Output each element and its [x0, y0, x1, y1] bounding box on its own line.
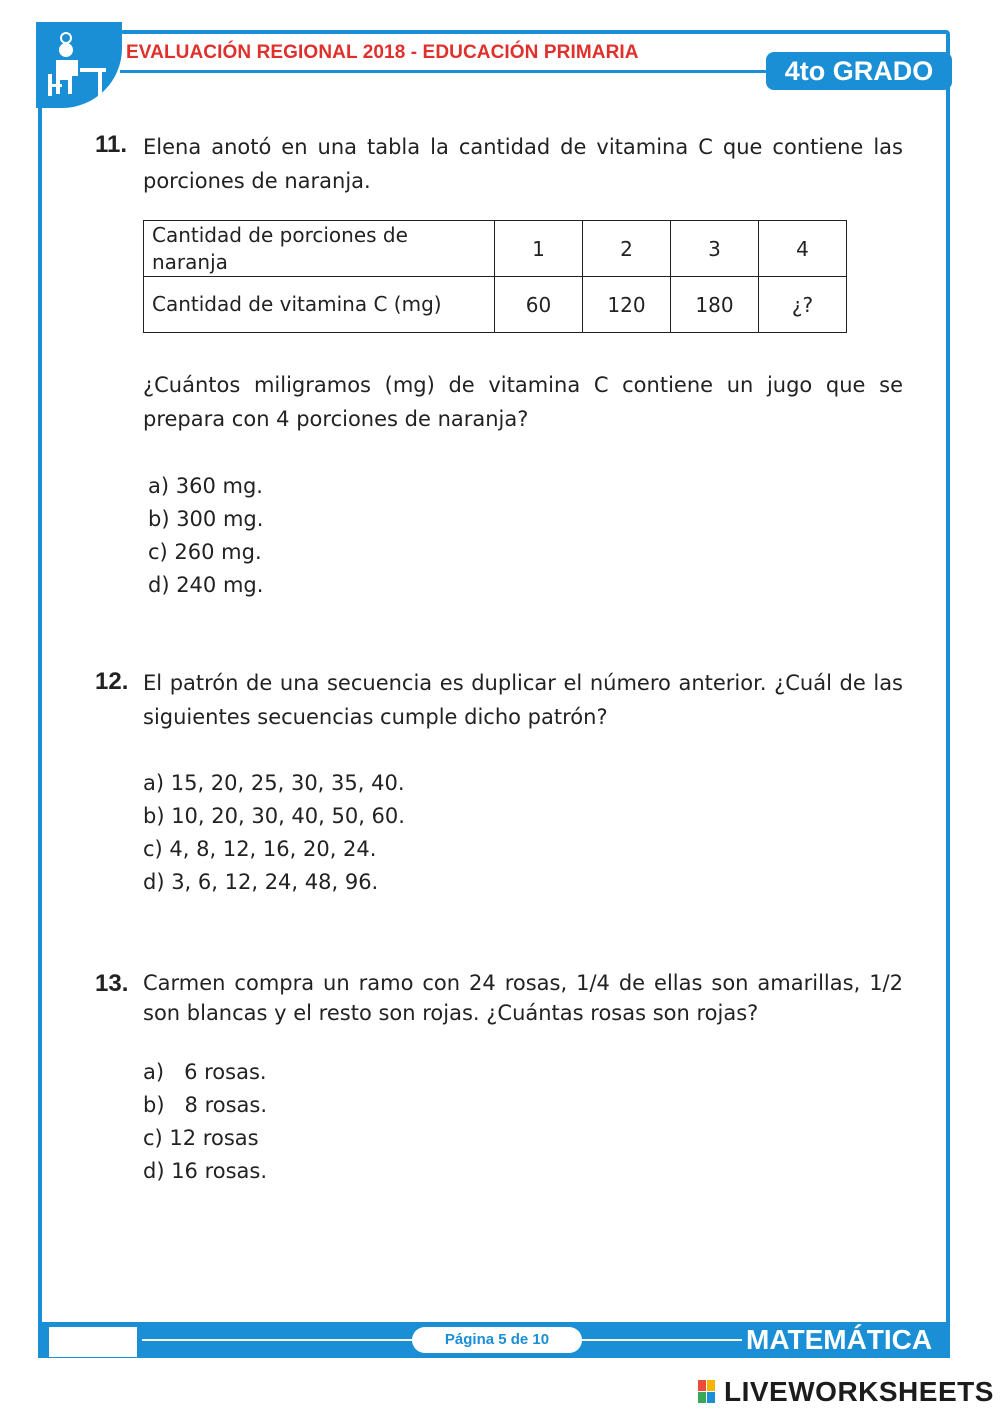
option-c[interactable]: c) 260 mg.: [148, 540, 262, 564]
question-13-text: Carmen compra un ramo con 24 rosas, 1/4 de ellas son amarillas, 1/2 son blancas y el resto son rojas. ¿Cuántas rosas son rojas?: [143, 971, 903, 1025]
table-row-label: Cantidad de vitamina C (mg): [144, 277, 495, 333]
table-cell: 60: [495, 277, 583, 333]
question-11-prompt: ¿Cuántos miligramos (mg) de vitamina C contiene un jugo que se prepara con 4 porciones de naranja?: [143, 373, 903, 431]
table-cell: 2: [583, 221, 671, 277]
table-cell: 3: [671, 221, 759, 277]
vitamin-table: [143, 220, 847, 333]
option-c[interactable]: c) 4, 8, 12, 16, 20, 24.: [143, 837, 377, 861]
option-b[interactable]: b) 300 mg.: [148, 507, 264, 531]
option-b[interactable]: b) 10, 20, 30, 40, 50, 60.: [143, 804, 405, 828]
footer-blank-box: [48, 1326, 138, 1358]
table-cell: ¿?: [759, 277, 847, 333]
page-number: Página 5 de 10: [412, 1327, 582, 1353]
option-a[interactable]: a) 6 rosas.: [143, 1060, 267, 1084]
student-desk-icon: [44, 28, 110, 104]
student-logo: [36, 22, 122, 108]
brand-name: LIVEWORKSHEETS: [724, 1376, 994, 1407]
option-a[interactable]: a) 15, 20, 25, 30, 35, 40.: [143, 771, 405, 795]
table-cell: 180: [671, 277, 759, 333]
table-cell: 1: [495, 221, 583, 277]
question-13-options: [143, 1056, 267, 1188]
question-13-number: 13.: [95, 970, 129, 997]
table-row: [144, 221, 847, 277]
header-divider: [120, 70, 770, 73]
table-row-label: Cantidad de porciones de naranja: [144, 221, 495, 277]
question-11-text: Elena anotó en una tabla la cantidad de vitamina C que contiene las porciones de naranja.: [143, 135, 903, 193]
option-d[interactable]: d) 16 rosas.: [143, 1159, 268, 1183]
option-a[interactable]: a) 360 mg.: [148, 474, 263, 498]
option-b[interactable]: b) 8 rosas.: [143, 1093, 268, 1117]
table-cell: 120: [583, 277, 671, 333]
question-11-number: 11.: [95, 131, 128, 158]
question-12-text: El patrón de una secuencia es duplicar el número anterior. ¿Cuál de las siguientes secuencias cumple dicho patrón?: [143, 671, 903, 729]
table-cell: 4: [759, 221, 847, 277]
option-c[interactable]: c) 12 rosas: [143, 1126, 259, 1150]
table-row: [144, 277, 847, 333]
option-d[interactable]: d) 3, 6, 12, 24, 48, 96.: [143, 870, 379, 894]
question-11-options: [148, 470, 263, 602]
header-title: EVALUACIÓN REGIONAL 2018 - EDUCACIÓN PRIMARIA: [126, 42, 639, 63]
question-12-options: [143, 767, 405, 899]
subject-label: MATEMÁTICA: [746, 1324, 933, 1355]
liveworksheets-logo-icon: [698, 1380, 724, 1404]
question-12-number: 12.: [95, 668, 129, 695]
option-d[interactable]: d) 240 mg.: [148, 573, 264, 597]
grade-badge: 4to GRADO: [766, 52, 952, 90]
